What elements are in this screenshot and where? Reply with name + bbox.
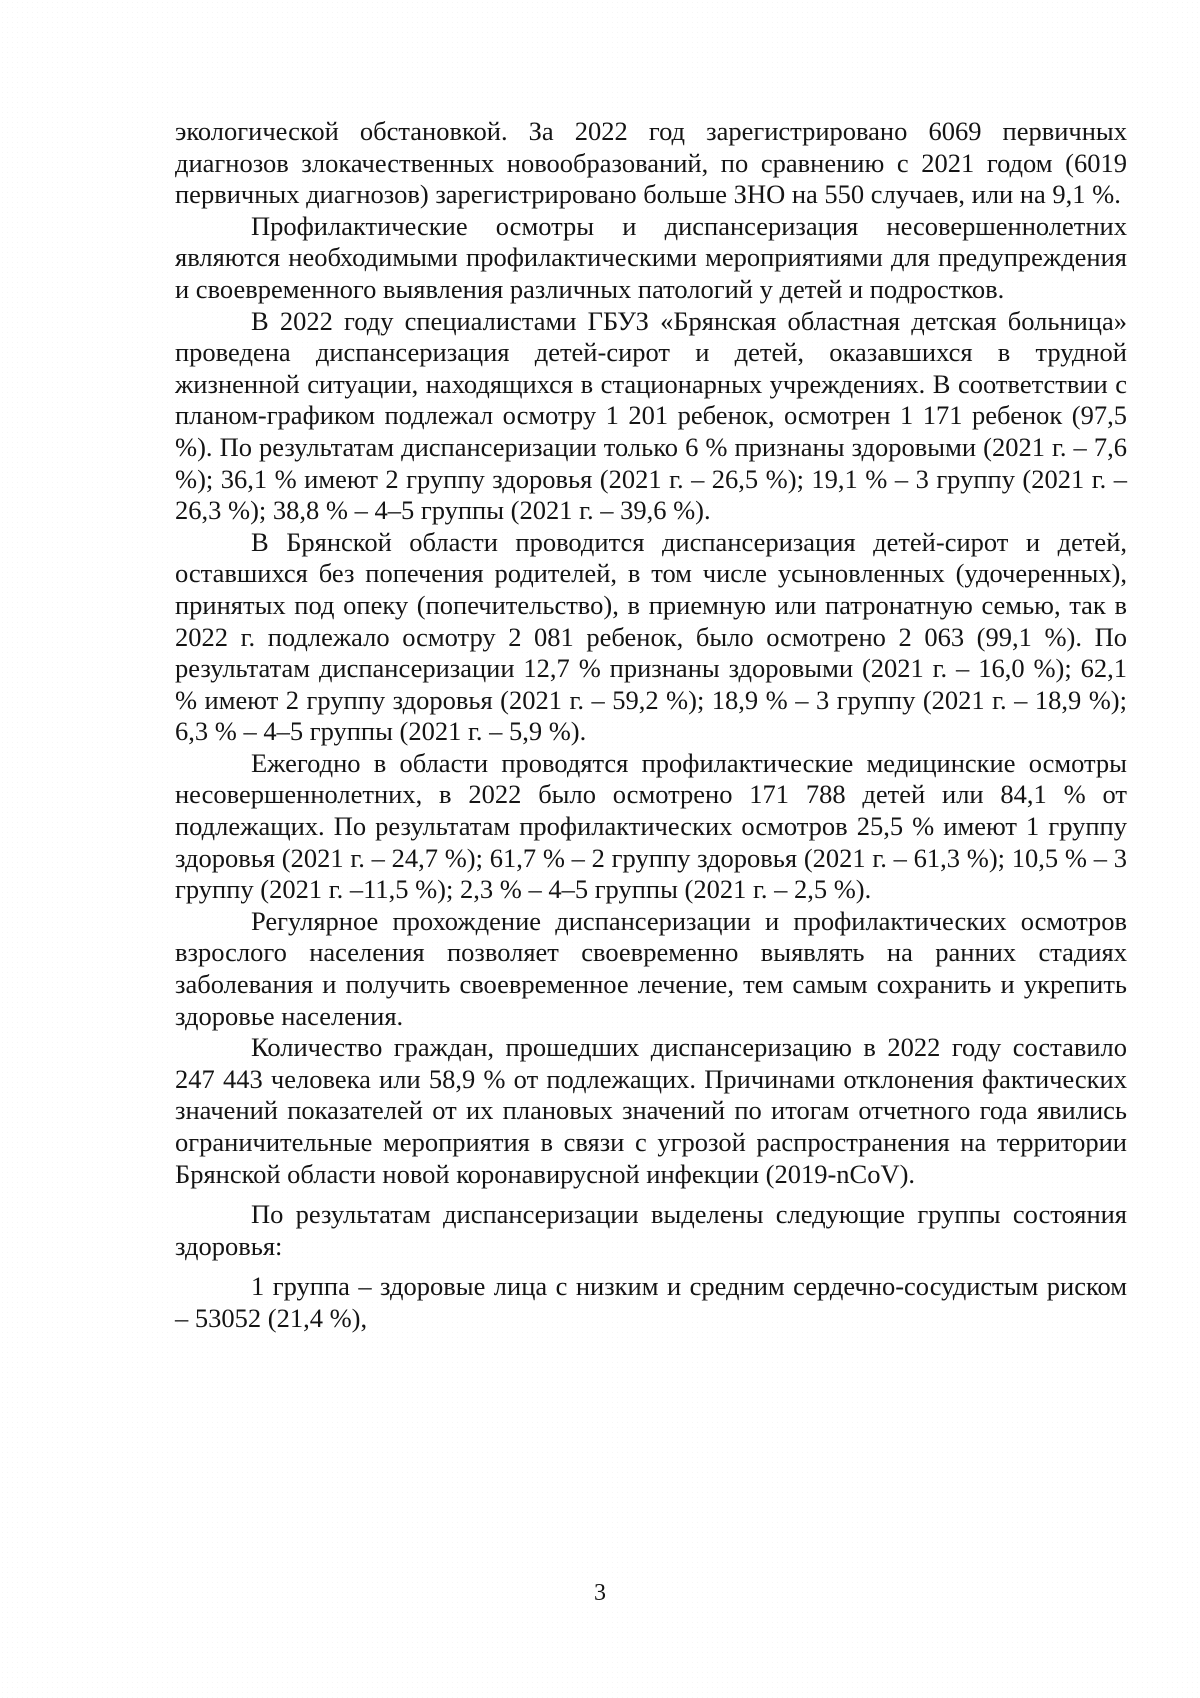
paragraph-minors-checkups-results: Ежегодно в области проводятся профилактические медицинские осмотры несовершеннолетних, в 2022 было осмотрено 171 788 детей или 84,1 % от подлежащих. По результатам профилактических осмотров 25,5 % имеют 1 группу здоровья (2021 г. – 24,7 %); 61,7 % – 2 группу здоровья (2021 г. – 61,3 %); 10,5 % – 3 группу (2021 г. –11,5 %); 2,3 % – 4–5 группы (2021 г. – 2,5 %). bbox=[175, 747, 1127, 905]
page-number: 3 bbox=[594, 1580, 606, 1606]
paragraph-minors-checkups-intro: Профилактические осмотры и диспансеризация несовершеннолетних являются необходимыми профилактическими мероприятиями для предупреждения и своевременного выявления различных патологий у детей и подростков. bbox=[175, 210, 1127, 304]
paragraph-health-groups-intro: По результатам диспансеризации выделены следующие группы состояния здоровья: bbox=[175, 1199, 1127, 1261]
document-body bbox=[175, 116, 1127, 1335]
paragraph-orphans-foster: В Брянской области проводится диспансеризация детей-сирот и детей, оставшихся без попечения родителей, в том числе усыновленных (удочеренных), принятых под опеку (попечительство), в приемную или патронатную семью, так в 2022 г. подлежало осмотру 2 081 ребенок, было осмотрено 2 063 (99,1 %). По результатам диспансеризации 12,7 % признаны здоровыми (2021 г. – 16,0 %); 62,1 % имеют 2 группу здоровья (2021 г. – 59,2 %); 18,9 % – 3 группу (2021 г. – 18,9 %); 6,3 % – 4–5 группы (2021 г. – 5,9 %). bbox=[175, 526, 1127, 747]
paragraph-health-group-1: 1 группа – здоровые лица с низким и средним сердечно-сосудистым риском – 53052 (21,4 %), bbox=[175, 1271, 1127, 1333]
paragraph-adult-screening-intro: Регулярное прохождение диспансеризации и профилактических осмотров взрослого населения позволяет своевременно выявлять на ранних стадиях заболевания и получить своевременное лечение, тем самым сохранить и укрепить здоровье населения. bbox=[175, 905, 1127, 1031]
paragraph-adult-screening-results: Количество граждан, прошедших диспансеризацию в 2022 году составило 247 443 человека или 58,9 % от подлежащих. Причинами отклонения фактических значений показателей от их плановых значений по итогам отчетного года явились ограничительные мероприятия в связи с угрозой распространения на территории Брянской области новой коронавирусной инфекции (2019-nCoV). bbox=[175, 1032, 1127, 1189]
paragraph-oncology-stats: экологической обстановкой. За 2022 год зарегистрировано 6069 первичных диагнозов злокачественных новообразований, по сравнению с 2021 годом (6019 первичных диагнозов) зарегистрировано больше ЗНО на 550 случаев, или на 9,1 %. bbox=[175, 116, 1127, 210]
paragraph-orphans-hospital: В 2022 году специалистами ГБУЗ «Брянская областная детская больница» проведена диспансеризация детей-сирот и детей, оказавшихся в трудной жизненной ситуации, находящихся в стационарных учреждениях. В соответствии с планом-графиком подлежал осмотру 1 201 ребенок, осмотрен 1 171 ребенок (97,5 %). По результатам диспансеризации только 6 % признаны здоровыми (2021 г. – 7,6 %); 36,1 % имеют 2 группу здоровья (2021 г. – 26,5 %); 19,1 % – 3 группу (2021 г. – 26,3 %); 38,8 % – 4–5 группы (2021 г. – 39,6 %). bbox=[175, 305, 1127, 526]
